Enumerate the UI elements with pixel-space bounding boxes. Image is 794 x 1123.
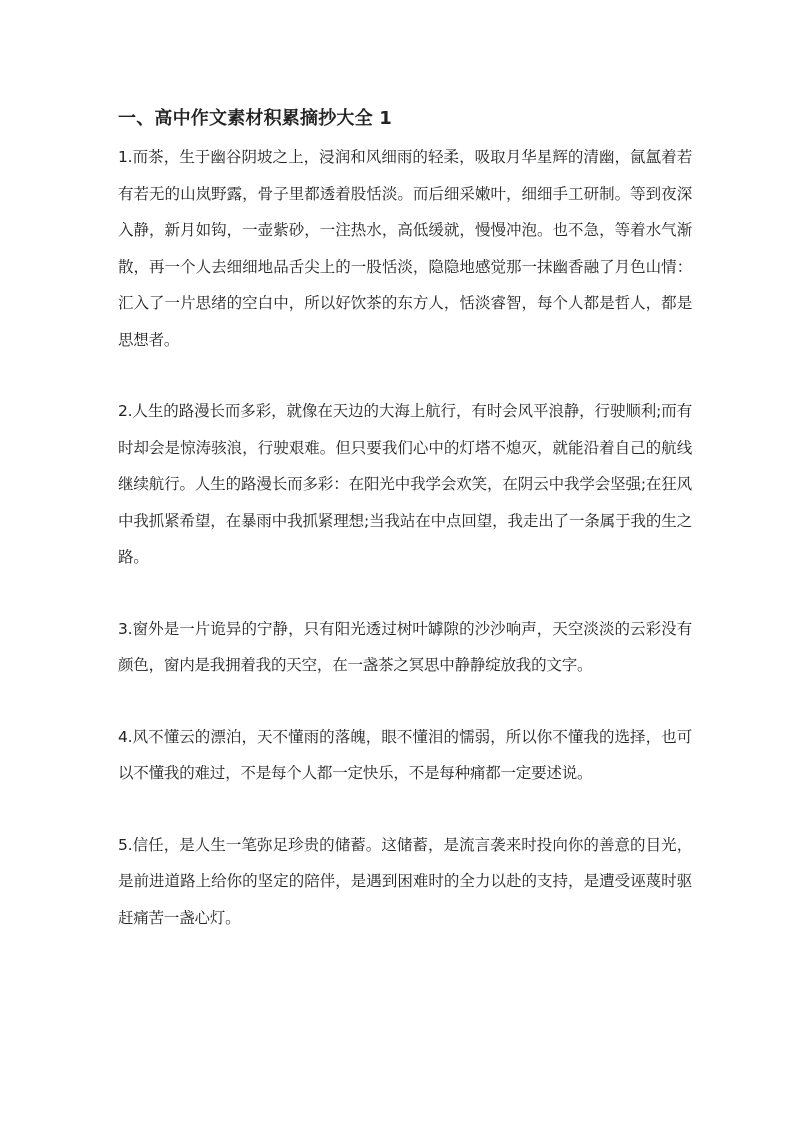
- paragraph-2: 2.人生的路漫长而多彩，就像在天边的大海上航行，有时会风平浪静，行驶顺利;而有时却会是惊涛骇浪，行驶艰难。但只要我们心中的灯塔不熄灭，就能沿着自己的航线继续航行。人生的路漫长而多彩：在阳光中我学会欢笑，在阴云中我学会坚强;在狂风中我抓紧希望，在暴雨中我抓紧理想;当我站在中点回望，我走出了一条属于我的生之路。: [118, 402, 692, 566]
- document-page: [118, 104, 692, 971]
- paragraph-4: 4.风不懂云的漂泊，天不懂雨的落魄，眼不懂泪的懦弱，所以你不懂我的选择，也可以不懂我的难过，不是每个人都一定快乐，不是每种痛都一定要述说。: [118, 727, 692, 782]
- paragraph-5: 5.信任，是人生一笔弥足珍贵的储蓄。这储蓄，是流言袭来时投向你的善意的目光，是前进道路上给你的坚定的陪伴，是遇到困难时的全力以赴的支持，是遭受诬蔑时驱赶痛苦一盏心灯。: [118, 835, 692, 927]
- page-title: 一、高中作文素材积累摘抄大全 1: [118, 108, 392, 129]
- paragraph-3: 3.窗外是一片诡异的宁静，只有阳光透过树叶罅隙的沙沙响声，天空淡淡的云彩没有颜色，窗内是我拥着我的天空，在一盏茶之冥思中静静绽放我的文字。: [118, 619, 692, 674]
- paragraph-1: 1.而茶，生于幽谷阴坡之上，浸润和风细雨的轻柔，吸取月华星辉的清幽，氤氲着若有若无的山岚野露，骨子里都透着股恬淡。而后细采嫩叶，细细手工研制。等到夜深入静，新月如钩，一壶紫砂，一注热水，高低缓就，慢慢冲泡。也不急，等着水气渐散，再一个人去细细地品舌尖上的一股恬淡，隐隐地感觉那一抹幽香融了月色山情：汇入了一片思绪的空白中，所以好饮茶的东方人，恬淡睿智，每个人都是哲人，都是思想者。: [118, 148, 692, 349]
